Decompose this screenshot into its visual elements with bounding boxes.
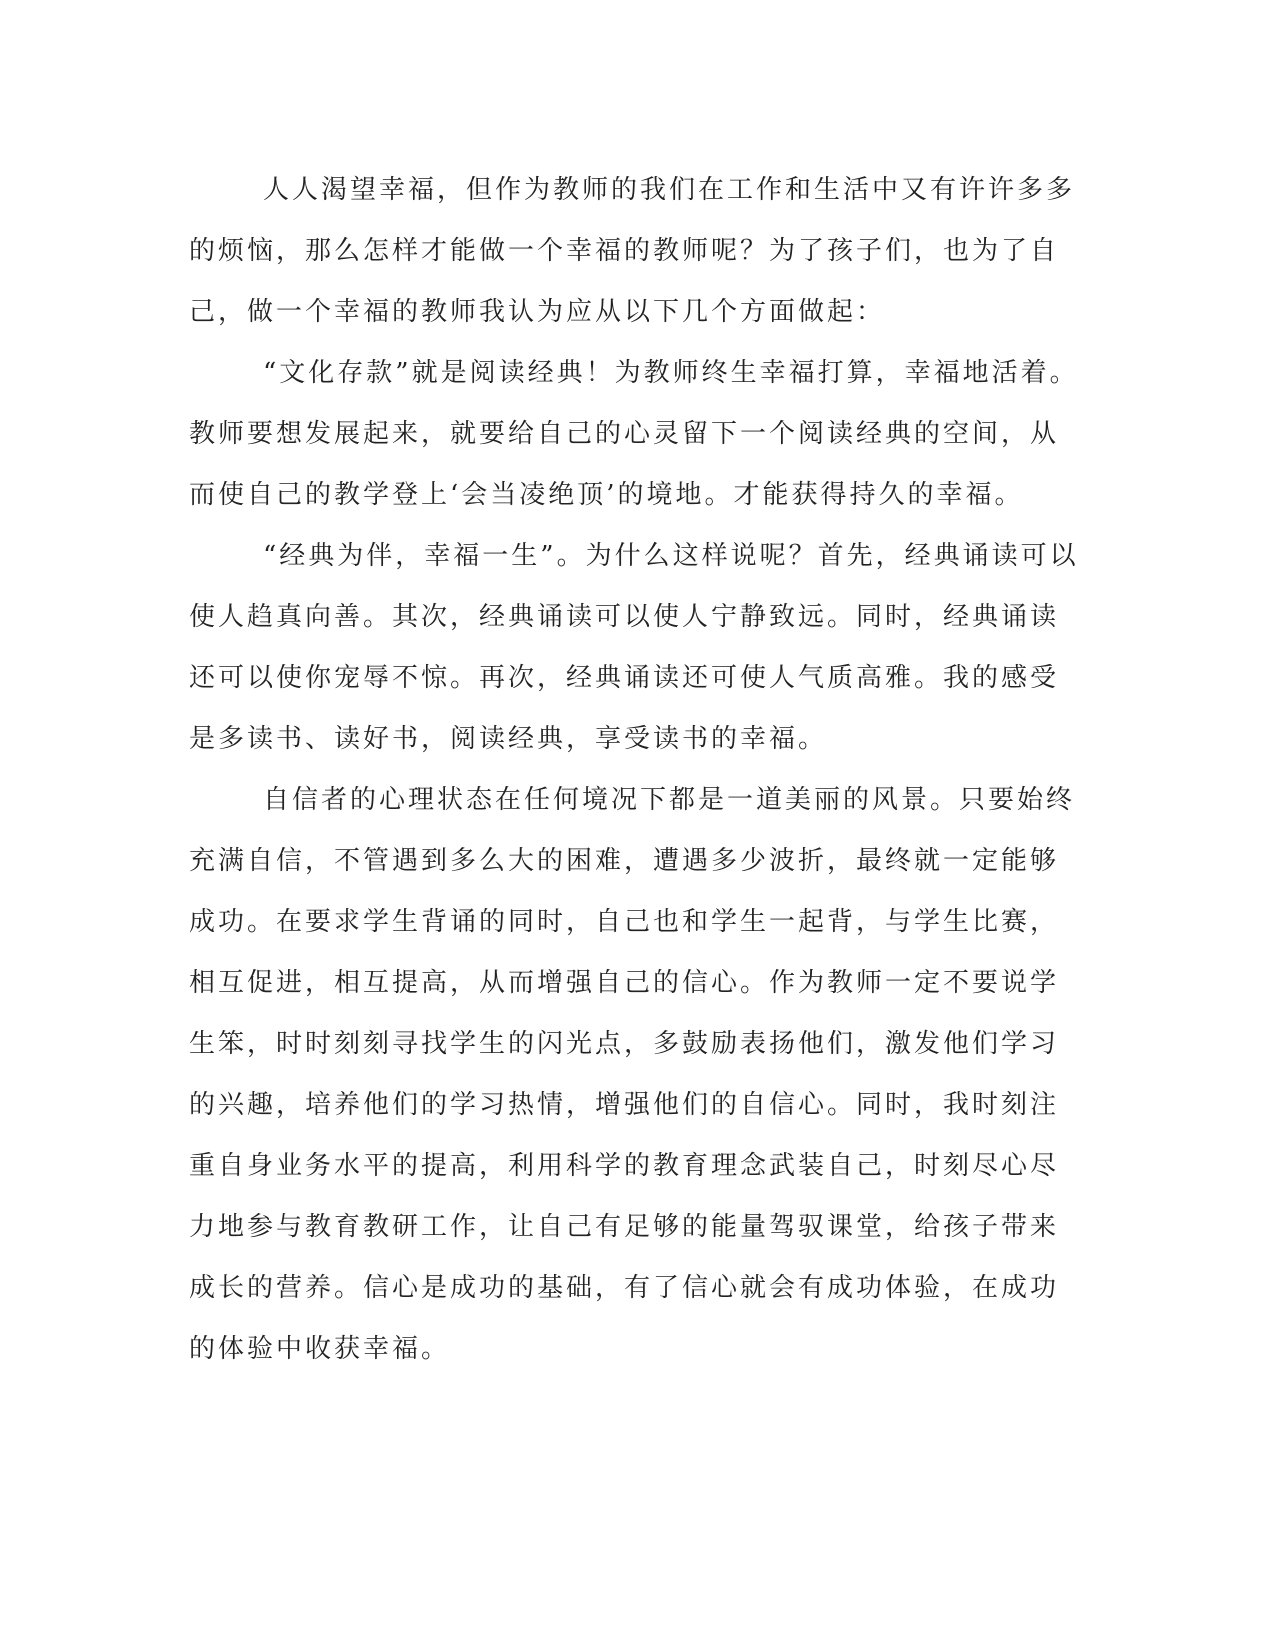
paragraph-2 — [189, 343, 1089, 526]
paragraph-line: “文化存款”就是阅读经典！为教师终生幸福打算，幸福地活着。 — [263, 358, 1079, 388]
paragraph-line: 生笨，时时刻刻寻找学生的闪光点，多鼓励表扬他们，激发他们学习 — [189, 1029, 1060, 1059]
paragraph-3 — [189, 526, 1089, 770]
paragraph-line: 还可以使你宠辱不惊。再次，经典诵读还可使人气质高雅。我的感受 — [189, 663, 1060, 693]
paragraph-line: 自信者的心理状态在任何境况下都是一道美丽的风景。只要始终 — [263, 785, 1076, 815]
paragraph-line: 成功。在要求学生背诵的同时，自己也和学生一起背，与学生比赛， — [189, 907, 1060, 937]
paragraph-line: 重自身业务水平的提高，利用科学的教育理念武装自己，时刻尽心尽 — [189, 1151, 1060, 1181]
paragraph-line: 充满自信，不管遇到多么大的困难，遭遇多少波折，最终就一定能够 — [189, 846, 1060, 876]
paragraph-line: 是多读书、读好书，阅读经典，享受读书的幸福。 — [189, 724, 828, 754]
paragraph-line: 的体验中收获幸福。 — [189, 1334, 451, 1364]
paragraph-line: 成长的营养。信心是成功的基础，有了信心就会有成功体验，在成功 — [189, 1273, 1060, 1303]
paragraph-line: 的兴趣，培养他们的学习热情，增强他们的自信心。同时，我时刻注 — [189, 1090, 1060, 1120]
paragraph-line: 而使自己的教学登上‘会当凌绝顶’的境地。才能获得持久的幸福。 — [189, 480, 1024, 510]
paragraph-line: 教师要想发展起来，就要给自己的心灵留下一个阅读经典的空间，从 — [189, 419, 1060, 449]
paragraph-line: 人人渴望幸福，但作为教师的我们在工作和生活中又有许许多多 — [263, 175, 1076, 205]
paragraph-line: 相互促进，相互提高，从而增强自己的信心。作为教师一定不要说学 — [189, 968, 1060, 998]
paragraph-line: 己，做一个幸福的教师我认为应从以下几个方面做起： — [189, 297, 886, 327]
paragraph-1 — [189, 160, 1089, 343]
paragraph-line: 使人趋真向善。其次，经典诵读可以使人宁静致远。同时，经典诵读 — [189, 602, 1060, 632]
paragraph-line: 的烦恼，那么怎样才能做一个幸福的教师呢？为了孩子们，也为了自 — [189, 236, 1060, 266]
paragraph-4 — [189, 770, 1089, 1380]
paragraph-line: 力地参与教育教研工作，让自己有足够的能量驾驭课堂，给孩子带来 — [189, 1212, 1060, 1242]
paragraph-line: “经典为伴，幸福一生”。为什么这样说呢？首先，经典诵读可以 — [263, 541, 1079, 571]
document-body — [189, 160, 1089, 1380]
